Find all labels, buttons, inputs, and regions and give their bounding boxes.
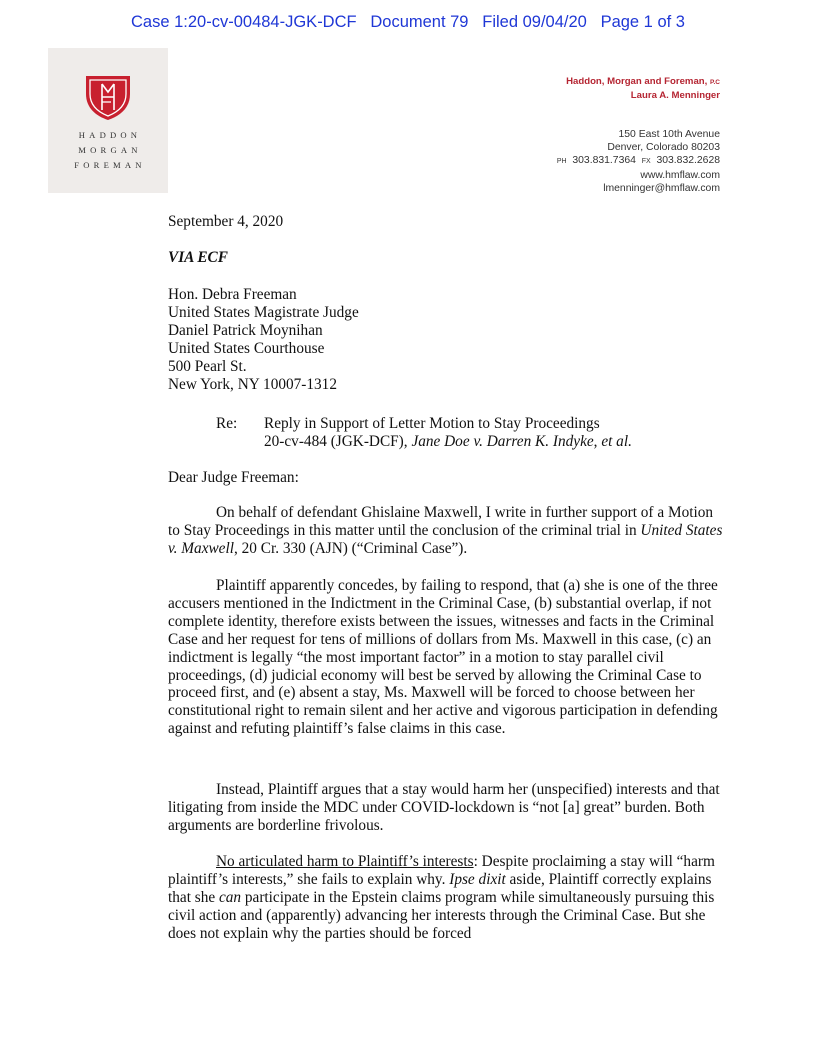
paragraph-4 xyxy=(168,853,724,943)
p3-text: Instead, Plaintiff argues that a stay would harm her (unspecified) interests and that litigating from inside the MDC under COVID-lockdown is “not [a] great” burden. Both arguments are borderline frivolous. xyxy=(168,781,720,834)
firm-suffix: P.C xyxy=(710,79,720,86)
p1-text-end: , 20 Cr. 330 (AJN) (“Criminal Case”). xyxy=(233,539,468,557)
logo-word: FOREMAN xyxy=(74,160,146,170)
p1-case-name: United States v. Maxwell xyxy=(168,521,723,557)
recipient-line: Daniel Patrick Moynihan xyxy=(168,321,323,339)
phone-number: 303.831.7364 xyxy=(572,155,636,167)
address-street: 150 East 10th Avenue xyxy=(618,129,720,140)
website: www.hmflaw.com xyxy=(640,169,720,181)
re-line: Reply in Support of Letter Motion to Stay Proceedings xyxy=(264,415,600,432)
email: lmenninger@hmflaw.com xyxy=(603,182,720,194)
firm-block xyxy=(566,75,720,102)
address-city: Denver, Colorado 80203 xyxy=(607,142,720,154)
phone-label: PH xyxy=(556,158,567,166)
re-docket: 20-cv-484 (JGK-DCF), xyxy=(264,432,412,450)
fax-label: FX xyxy=(641,158,651,166)
letter-date: September 4, 2020 xyxy=(168,213,284,230)
address-block xyxy=(557,128,720,195)
p1-text: On behalf of defendant Ghislaine Maxwell, I write in further support of a Motion to Stay Proceedings in this matter until the conclusion of the criminal trial in xyxy=(168,504,714,539)
paragraph-1 xyxy=(168,504,724,558)
phone-fax-line xyxy=(557,154,720,168)
re-sep: , xyxy=(593,432,602,450)
re-etal: et al. xyxy=(601,432,632,450)
p4-can: can xyxy=(218,888,242,906)
paragraph-3 xyxy=(168,781,724,835)
paragraph-2 xyxy=(168,577,724,738)
p4-text: : Despite proclaiming a stay will “harm plaintiff’s interests,” she fails to explain why. xyxy=(168,853,715,888)
p4-ipse-dixit: Ipse dixit xyxy=(449,870,506,888)
recipient-line: United States Magistrate Judge xyxy=(168,303,359,321)
case-header: Case 1:20-cv-00484-JGK-DCF Document 79 Filed 09/04/20 Page 1 of 3 xyxy=(131,13,685,31)
logo-word: HADDON xyxy=(78,130,142,140)
recipient-line: Hon. Debra Freeman xyxy=(168,286,297,303)
shield-monogram-icon xyxy=(82,70,134,122)
attorney-name: Laura A. Menninger xyxy=(630,90,720,101)
recipient-line: United States Courthouse xyxy=(168,339,325,357)
firm-name: Haddon, Morgan and Foreman, xyxy=(566,76,708,87)
re-subject xyxy=(264,415,632,451)
firm-logo xyxy=(48,48,168,193)
p2-text: Plaintiff apparently concedes, by failing to respond, that (a) she is one of the three accusers mentioned in the Indictment in the Criminal Case, (b) substantial overlap, if not complete identity, therefore exists between the issues, witnesses and facts in the Criminal Case and her request for tens of millions of dollars from Ms. Maxwell in this case, (c) an indictment is legally “the most important factor” in a motion to stay parallel civil proceedings, (d) judicial economy will best be served by allowing the Criminal Case to proceed first, and (e) absent a stay, Ms. Maxwell will be forced to choose between her constitutional right to remain silent and her active and vigorous participation in defending against and refuting plaintiff’s false claims in this case. xyxy=(168,577,718,738)
delivery-method: VIA ECF xyxy=(168,249,228,266)
re-line xyxy=(264,433,632,451)
p4-text: participate in the Epstein claims program while simultaneously pursuing this civil action and (apparently) advancing her interests through the Criminal Case. But she does not explain why the parties should be forced xyxy=(168,888,715,942)
recipient-line: New York, NY 10007-1312 xyxy=(168,375,337,393)
p4-heading: No articulated harm to Plaintiff’s interests xyxy=(216,853,474,870)
logo-wordmark xyxy=(48,128,168,173)
logo-word: MORGAN xyxy=(78,145,142,155)
re-label: Re: xyxy=(216,415,238,432)
re-case-name: Jane Doe v. Darren K. Indyke xyxy=(411,432,594,450)
salutation: Dear Judge Freeman: xyxy=(168,469,299,486)
p4-text: aside, Plaintiff correctly explains that she xyxy=(168,870,712,906)
recipient-line: 500 Pearl St. xyxy=(168,357,247,375)
recipient-block xyxy=(168,286,359,393)
fax-number: 303.832.2628 xyxy=(656,155,720,167)
